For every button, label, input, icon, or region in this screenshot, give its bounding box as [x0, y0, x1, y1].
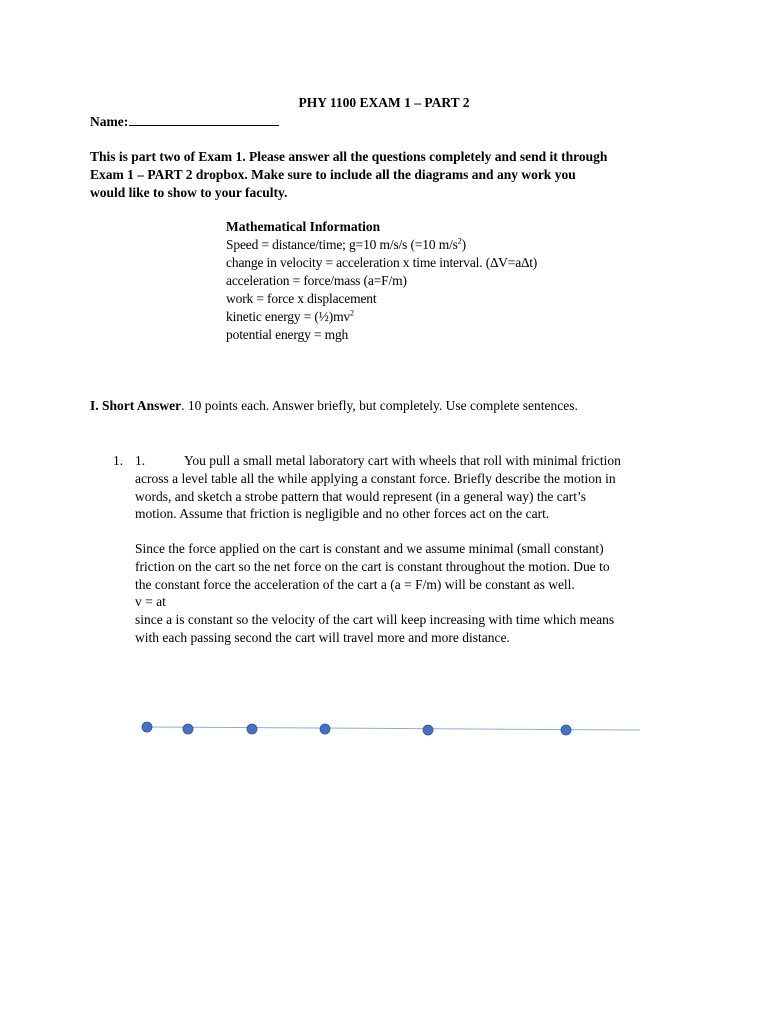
strobe-dot: [183, 724, 193, 734]
name-blank-line[interactable]: [129, 113, 279, 126]
answer-1: [135, 540, 614, 647]
question-1: [113, 452, 621, 523]
strobe-dot: [561, 725, 571, 735]
velocity-formula: change in velocity = acceleration x time interval. (∆V=a∆t): [226, 255, 538, 270]
question-sub-number: 1.: [135, 453, 146, 468]
question-line: motion. Assume that friction is negligible and no other forces act on the cart.: [135, 506, 550, 522]
work-formula: work = force x displacement: [226, 291, 377, 306]
intro-line: would like to show to your faculty.: [90, 185, 288, 200]
question-number: 1.: [113, 453, 124, 468]
strobe-dot: [142, 722, 152, 732]
math-info-block: [226, 218, 537, 344]
answer-line: v = at: [135, 594, 166, 610]
intro-paragraph: [90, 148, 690, 202]
strobe-dot: [423, 725, 433, 735]
kinetic-formula: kinetic energy = $(\frac{1}{2})mv^2$: [226, 308, 354, 324]
answer-line: friction on the cart so the net force on the cart is constant throughout the motion. Due to: [135, 558, 610, 574]
strobe-dot: [320, 724, 330, 734]
intro-line: Exam 1 – PART 2 dropbox. Make sure to include all the diagrams and any work you: [90, 167, 576, 182]
question-line: You pull a small metal laboratory cart with wheels that roll with minimal friction: [184, 453, 621, 468]
section-heading: [90, 398, 578, 414]
page-title: PHY 1100 EXAM 1 – PART 2: [298, 95, 470, 110]
math-info-title: Mathematical Information: [226, 219, 381, 234]
name-field: [90, 113, 279, 130]
intro-line: This is part two of Exam 1. Please answer all the questions completely and send it through: [90, 149, 608, 164]
potential-formula: potential energy = mgh: [226, 327, 349, 342]
section-instructions: . 10 points each. Answer briefly, but completely. Use complete sentences.: [181, 398, 578, 413]
answer-line: with each passing second the cart will travel more and more distance.: [135, 629, 510, 645]
question-line: across a level table all the while applying a constant force. Briefly describe the motion in: [135, 470, 616, 486]
strobe-dot: [247, 724, 257, 734]
strobe-diagram: [0, 700, 768, 760]
answer-line: Since the force applied on the cart is constant and we assume minimal (small constant): [135, 541, 604, 556]
answer-line: since a is constant so the velocity of the cart will keep increasing with time which means: [135, 612, 615, 628]
section-title: I. Short Answer: [90, 398, 182, 413]
question-line: words, and sketch a strobe pattern that would represent (in a general way) the cart’s: [135, 488, 586, 504]
speed-formula: Speed = distance/time; g=10 m/s/s (=10 $m/s^2$): [226, 236, 466, 252]
answer-line: the constant force the acceleration of the cart a (a = F/m) will be constant as well.: [135, 576, 575, 592]
name-label: Name:: [90, 114, 129, 129]
acceleration-formula: acceleration = force/mass (a=F/m): [226, 273, 407, 288]
